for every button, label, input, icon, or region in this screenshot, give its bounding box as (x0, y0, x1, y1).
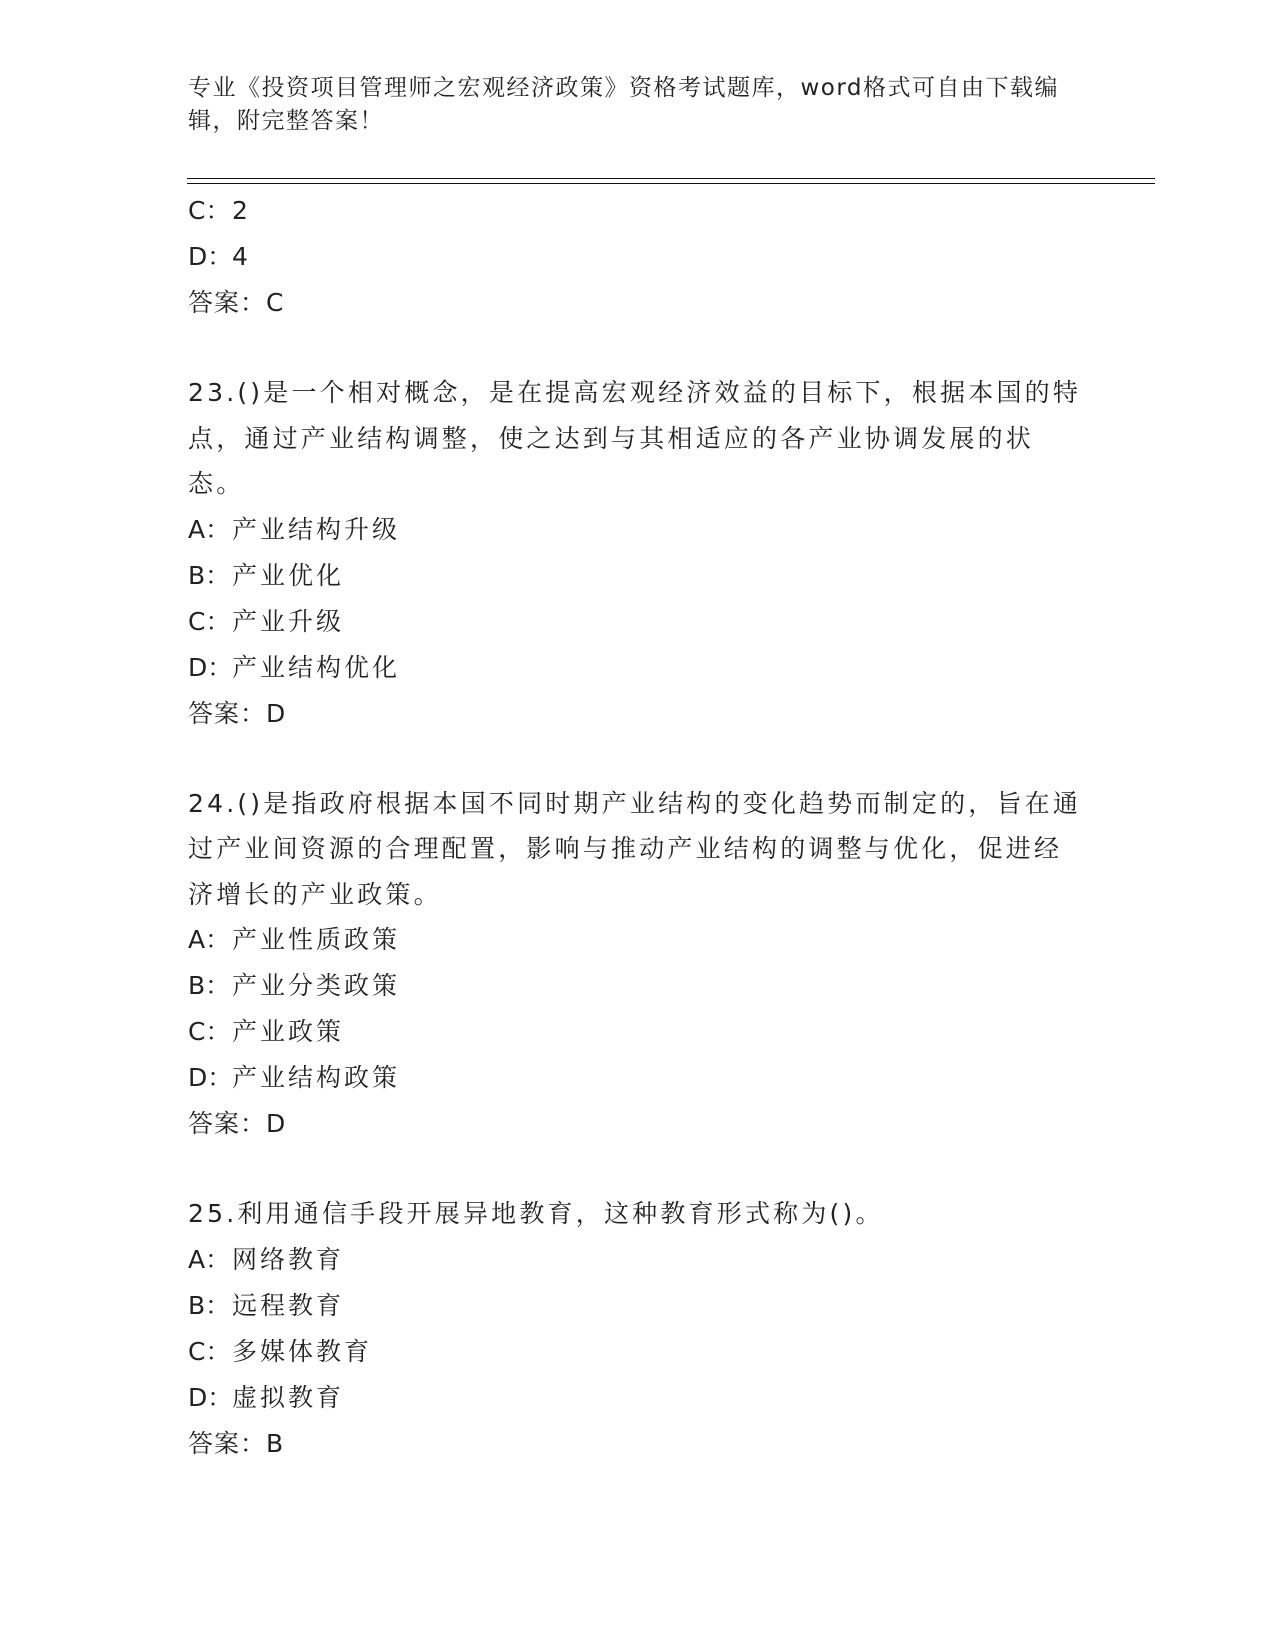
answer-line: 答案：C (188, 288, 285, 317)
header-line-1: 专业《投资项目管理师之宏观经济政策》资格考试题库，word格式可自由下载编 (188, 75, 1060, 101)
question-text: 25.利用通信手段开展异地教育，这种教育形式称为()。 (188, 1199, 884, 1228)
header-divider-top (187, 178, 1155, 179)
option-d: D：4 (188, 242, 251, 271)
question-24 (188, 781, 1088, 1148)
option-d: D：产业结构优化 (188, 652, 401, 682)
option-d: D：虚拟教育 (188, 1382, 345, 1412)
question-23 (188, 370, 1088, 737)
option-b: B：产业优化 (188, 560, 345, 590)
question-text: 23.()是一个相对概念，是在提高宏观经济效益的目标下，根据本国的特点，通过产业结构调整，使之达到与其相适应的各产业协调发展的状态。 (188, 378, 1082, 498)
option-a: A：产业性质政策 (188, 925, 401, 954)
header-line-2: 辑，附完整答案！ (188, 108, 384, 134)
option-a: A：网络教育 (188, 1244, 345, 1274)
answer-line: 答案：B (188, 1428, 285, 1458)
option-d: D：产业结构政策 (188, 1063, 401, 1092)
option-b: B：远程教育 (188, 1290, 345, 1320)
question-list (188, 188, 1088, 1467)
option-b: B：产业分类政策 (188, 971, 401, 1000)
header-divider-bottom (187, 183, 1155, 184)
answer-line: 答案：D (188, 698, 287, 728)
option-c: C：产业升级 (188, 606, 345, 636)
option-a: A：产业结构升级 (188, 514, 401, 544)
document-header (188, 72, 1088, 138)
option-c: C：2 (188, 196, 251, 225)
question-text: 24.()是指政府根据本国不同时期产业结构的变化趋势而制定的，旨在通过产业间资源的合理配置，影响与推动产业结构的调整与优化，促进经济增长的产业政策。 (188, 788, 1082, 909)
previous-question-tail (188, 188, 1088, 326)
option-c: C：产业政策 (188, 1017, 345, 1046)
option-c: C：多媒体教育 (188, 1336, 373, 1366)
question-25 (188, 1191, 1088, 1467)
answer-line: 答案：D (188, 1109, 287, 1138)
